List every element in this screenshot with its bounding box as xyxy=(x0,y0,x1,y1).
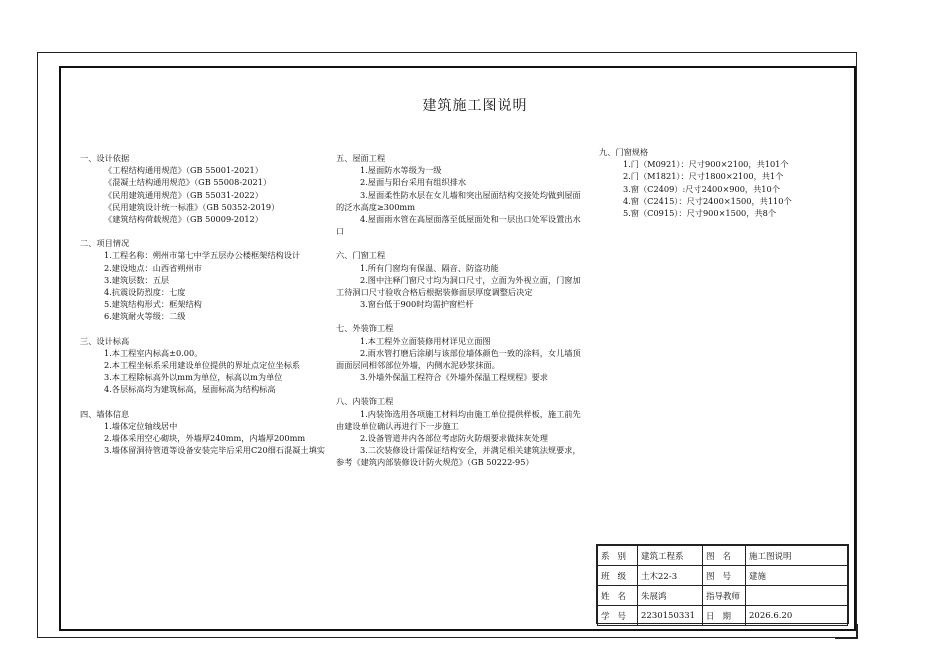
note-item: 1.工程名称：朔州市第七中学五层办公楼框架结构设计 xyxy=(104,250,301,261)
drawing-no-label: 图号 xyxy=(703,566,746,586)
corner-mark xyxy=(835,624,858,639)
note-item: 4.屋面雨水管在高屋面落至低屋面处和一层出口处军设置出水口 xyxy=(336,214,581,237)
section-heading: 三、设计标高 xyxy=(80,335,130,346)
left-column xyxy=(80,152,330,468)
notes-section xyxy=(80,152,330,225)
page-title: 建筑施工图说明 xyxy=(422,98,528,114)
note-item: 1.本工程外立面装修用材详见立面图 xyxy=(360,335,491,346)
note-item: 3.本工程除标高外以mm为单位，标高以m为单位 xyxy=(104,372,283,383)
note-item: 5.建筑结构形式：框架结构 xyxy=(104,299,202,310)
title-block-row xyxy=(598,546,848,566)
section-heading: 五、屋面工程 xyxy=(336,153,386,163)
note-item: 2.门（M1821）：尺寸1800×2100，共1个 xyxy=(623,171,784,182)
title-block-row xyxy=(598,606,848,626)
section-heading: 八、内装饰工程 xyxy=(336,396,394,407)
name-value: 朱展鸿 xyxy=(638,586,703,606)
title-block-row xyxy=(598,586,848,606)
note-item: 4.窗（C2415）：尺寸2400×1500，共110个 xyxy=(623,195,792,206)
note-item: 6.建筑耐火等级：二级 xyxy=(104,311,186,322)
notes-section xyxy=(80,237,330,322)
notes-section xyxy=(336,249,581,310)
note-item: 1.屋面防水等级为一级 xyxy=(360,165,442,176)
class-value: 土木22-3 xyxy=(638,566,703,586)
dept-value: 建筑工程系 xyxy=(638,546,703,566)
note-item: 3.墙体留洞待管道等设备安装完毕后采用C20细石混凝土填实 xyxy=(104,445,325,456)
note-item: 1.墙体定位轴线居中 xyxy=(104,420,178,431)
notes-section xyxy=(599,146,829,219)
right-column xyxy=(599,146,829,231)
note-item: 《民用建筑设计统一标准》（GB 50352-2019） xyxy=(104,201,280,212)
note-item: 3.建筑层数：五层 xyxy=(104,274,170,285)
note-item: 3.窗（C2409）:尺寸2400×900，共10个 xyxy=(623,183,780,194)
student-id-label: 学号 xyxy=(598,606,638,626)
section-heading: 一、设计依据 xyxy=(80,153,130,163)
notes-section xyxy=(336,322,581,383)
note-item: 3.屋面柔性防水层在女儿墙和突出屋面结构交接处均做到屋面的泛水高度≥300mm xyxy=(336,189,581,212)
note-item: 1.本工程室内标高±0.00。 xyxy=(104,347,203,358)
note-item: 1.门（M0921）：尺寸900×2100，共101个 xyxy=(623,159,789,170)
note-item: 5.窗（C0915）：尺寸900×1500，共8个 xyxy=(623,208,777,219)
section-heading: 二、项目情况 xyxy=(80,238,130,249)
drawing-no-value: 建施 xyxy=(746,566,848,586)
note-item: 2.图中注释门窗尺寸均为洞口尺寸，立面为外视立面，门窗加工待洞口尺寸验收合格后根据装修面层厚度调整后决定 xyxy=(336,274,581,298)
note-item: 2.雨水管打磨后涂刷与该部位墙体颜色一致的涂料，女儿墙顶面面层同相邻部位外墙，内侧水泥砂浆抹面。 xyxy=(336,347,581,371)
drawing-name-label: 图名 xyxy=(703,546,746,566)
note-item: 《混凝土结构通用规范》（GB 55008-2021） xyxy=(104,177,272,188)
section-heading: 六、门窗工程 xyxy=(336,250,386,261)
note-item: 2.本工程坐标系采用建设单位提供的界址点定位坐标系 xyxy=(104,360,301,371)
note-item: 2.屋面与阳台采用有组织排水 xyxy=(360,177,467,188)
title-block-table xyxy=(597,545,848,626)
note-item: 1.所有门窗均有保温、隔音、防盗功能 xyxy=(360,262,499,273)
name-label: 姓名 xyxy=(598,586,638,606)
student-id-value: 2230150331 xyxy=(638,606,703,626)
notes-section xyxy=(336,152,581,237)
date-value: 2026.6.20 xyxy=(746,606,848,626)
date-label: 日期 xyxy=(703,606,746,626)
advisor-label: 指导教师 xyxy=(703,586,746,606)
section-heading: 七、外装饰工程 xyxy=(336,323,394,334)
note-item: 4.各层标高均为建筑标高，屋面标高为结构标高 xyxy=(104,384,276,395)
section-heading: 四、墙体信息 xyxy=(80,408,130,419)
drawing-name-value: 施工图说明 xyxy=(746,546,848,566)
dept-label: 系别 xyxy=(598,546,638,566)
note-item: 《工程结构通用规范》（GB 55001-2021） xyxy=(104,165,263,176)
middle-column xyxy=(336,152,581,481)
notes-section xyxy=(80,408,330,457)
note-item: 《建筑结构荷载规范》（GB 50009-2012） xyxy=(104,214,263,225)
note-item: 3.外墙外保温工程符合《外墙外保温工程规程》要求 xyxy=(360,372,548,383)
title-block-row xyxy=(598,566,848,586)
note-item: 2.建设地点：山西省朔州市 xyxy=(104,262,202,273)
class-label: 班级 xyxy=(598,566,638,586)
advisor-value xyxy=(746,586,848,606)
note-item: 《民用建筑通用规范》（GB 55031-2022） xyxy=(104,189,263,200)
notes-section xyxy=(80,335,330,396)
note-item: 4.抗震设防烈度：七度 xyxy=(104,287,186,298)
note-item: 1.内装饰选用各项施工材料均由施工单位提供样板，施工前先由建设单位确认再进行下一步施工 xyxy=(336,408,581,431)
note-item: 2.墙体采用空心砌块，外墙厚240mm，内墙厚200mm xyxy=(104,433,306,444)
notes-section xyxy=(336,395,581,468)
section-heading: 九、门窗规格 xyxy=(599,147,649,157)
note-item: 3.二次装修设计需保证结构安全，并满足相关建筑法规要求，参考《建筑内部装修设计防火规范》（GB 50222-95） xyxy=(336,445,581,468)
title-block xyxy=(596,544,849,624)
note-item: 2.设备管道井内各部位考虑防火防烟要求做抹灰处理 xyxy=(360,433,548,444)
note-item: 3.窗台低于900时均需护窗栏杆 xyxy=(360,299,474,310)
